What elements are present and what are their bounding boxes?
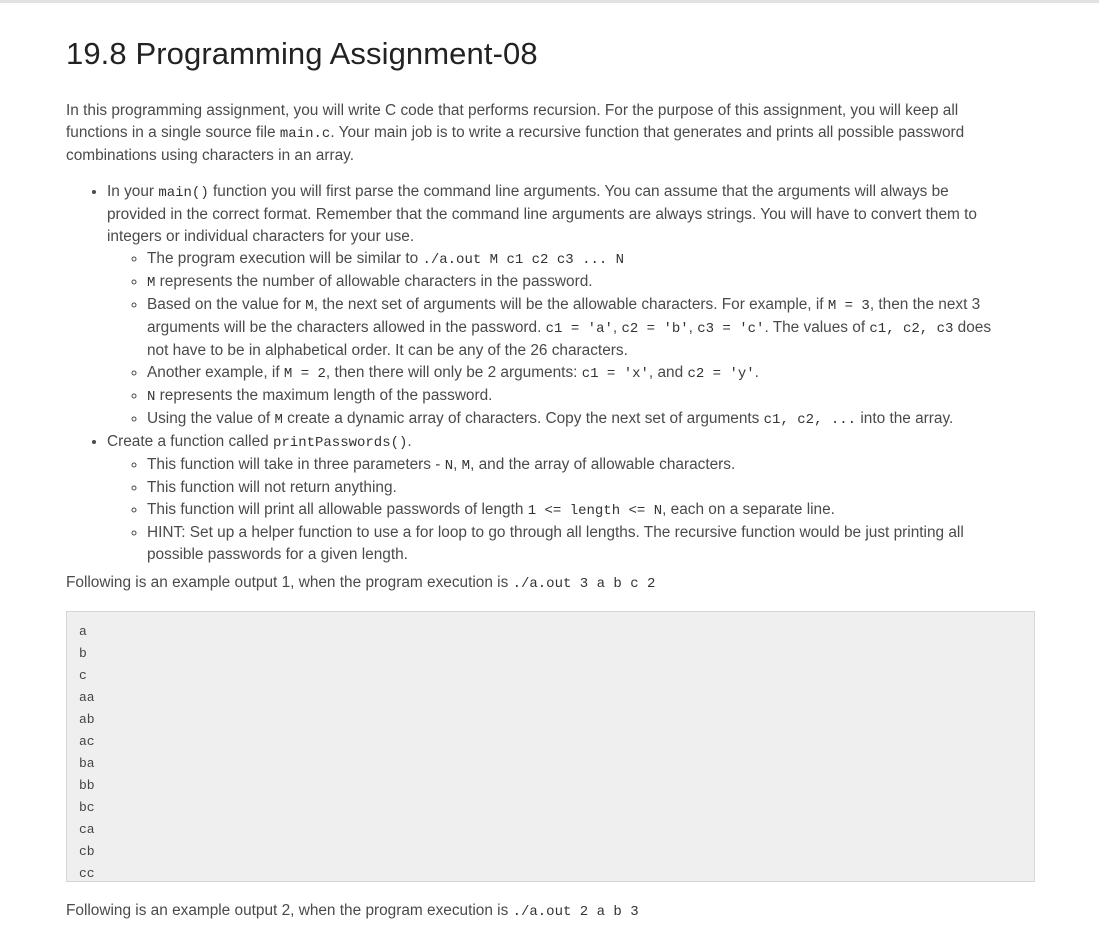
output-line: c xyxy=(79,668,87,683)
main-sub-n xyxy=(147,385,1012,408)
main-sub-execution xyxy=(147,248,1012,271)
example-1-caption xyxy=(66,572,655,595)
b2s1-t3: , and the array of allowable characters. xyxy=(470,456,736,473)
b2s3-t1: This function will print all allowable passwords of length xyxy=(147,501,528,518)
example-2-caption xyxy=(66,900,639,923)
b1s1-code: ./a.out M c1 c2 c3 ... N xyxy=(422,252,625,268)
b2-text-2: . xyxy=(407,433,412,450)
ex1-code: ./a.out 3 a b c 2 xyxy=(512,576,656,592)
page-title: 19.8 Programming Assignment-08 xyxy=(66,36,538,71)
ex2-code: ./a.out 2 a b 3 xyxy=(512,904,639,920)
b1-text-2: function you will first parse the command line arguments. You can assume that the arguments will always be provided in the correct format. Remember that the command line arguments are always strings. You will have to convert them to integers or individual characters for your use. xyxy=(107,183,977,245)
pp-sub-return xyxy=(147,477,1012,499)
b1s3-c1: M xyxy=(305,298,314,314)
intro-text-1: In this programming assignment, you will write C code that performs recursion. For the purpose of this assignment, you will keep all functions in a single source file xyxy=(66,102,959,141)
main-sublist xyxy=(107,248,1012,431)
b1-text-1: In your xyxy=(107,183,159,200)
b1s1-text: The program execution will be similar to xyxy=(147,250,423,267)
main-sub-characters xyxy=(147,294,1012,362)
b2s1-c2: M xyxy=(461,458,471,474)
output-line: bb xyxy=(79,778,95,793)
output-line: ac xyxy=(79,734,95,749)
ex1-text: Following is an example output 1, when the program execution is xyxy=(66,574,513,591)
b2-code-1: printPasswords() xyxy=(272,435,408,451)
b2s1-t2: , xyxy=(453,456,462,473)
intro-paragraph xyxy=(66,100,1001,167)
b1s5-text: represents the maximum length of the password. xyxy=(155,387,493,404)
b1s6-t1: Using the value of xyxy=(147,410,275,427)
b1s4-t3: , and xyxy=(648,364,688,381)
intro-code-1: main.c xyxy=(279,126,331,142)
b1s4-t2: , then there will only be 2 arguments: xyxy=(325,364,582,381)
requirement-main xyxy=(107,181,1012,431)
b1s3-c4: c2 = 'b' xyxy=(621,321,689,337)
requirements-list xyxy=(66,181,1012,566)
b2s1-t1: This function will take in three parameters - xyxy=(147,456,445,473)
b1s5-code: N xyxy=(147,389,156,405)
b2s1-c1: N xyxy=(444,458,454,474)
b1s4-c1: M = 2 xyxy=(283,366,326,382)
b1s3-t7: does not have to be in alphabetical order. It can be any of the 26 characters. xyxy=(147,319,992,359)
b1s3-t1: Based on the value for xyxy=(147,296,306,313)
main-sub-array xyxy=(147,408,1012,431)
output-line: ab xyxy=(79,712,95,727)
pp-sub-print xyxy=(147,499,1012,522)
print-passwords-sublist xyxy=(107,454,1012,566)
output-line: aa xyxy=(79,690,95,705)
main-sub-m xyxy=(147,271,1012,294)
output-line: cc xyxy=(79,866,95,881)
b2s2-t1: This function will not return anything. xyxy=(147,479,397,496)
ex2-text: Following is an example output 2, when the program execution is xyxy=(66,902,513,919)
output-line: a xyxy=(79,624,87,639)
b1s3-c2: M = 3 xyxy=(827,298,870,314)
b1s4-t1: Another example, if xyxy=(147,364,284,381)
output-line: ba xyxy=(79,756,95,771)
requirement-print-passwords xyxy=(107,431,1012,566)
b1s6-t3: into the array. xyxy=(856,410,954,427)
b1-code-1: main() xyxy=(158,185,209,201)
output-line: ca xyxy=(79,822,95,837)
b1s3-t6: . The values of xyxy=(764,319,870,336)
b1s3-t2: , the next set of arguments will be the allowable characters. For example, if xyxy=(313,296,828,313)
b1s3-c3: c1 = 'a' xyxy=(545,321,613,337)
b2s4-t1: HINT: Set up a helper function to use a for loop to go through all lengths. The recursive function would be just printing all possible passwords for a given length. xyxy=(147,524,964,563)
top-border xyxy=(0,0,1099,3)
main-sub-example xyxy=(147,362,1012,385)
output-line: b xyxy=(79,646,87,661)
b1s4-c3: c2 = 'y' xyxy=(687,366,755,382)
b2s3-c1: 1 <= length <= N xyxy=(527,503,663,519)
b2-text-1: Create a function called xyxy=(107,433,273,450)
b1s6-c1: M xyxy=(274,412,283,428)
b1s2-text: represents the number of allowable characters in the password. xyxy=(155,273,593,290)
output-line: bc xyxy=(79,800,95,815)
b1s3-c6: c1, c2, c3 xyxy=(869,321,954,337)
b1s3-c5: c3 = 'c' xyxy=(697,321,765,337)
b1s3-t4: , xyxy=(612,319,622,336)
b1s4-c2: c1 = 'x' xyxy=(581,366,649,382)
b1s6-t2: create a dynamic array of characters. Copy the next set of arguments xyxy=(282,410,764,427)
output-line: cb xyxy=(79,844,95,859)
b1s2-code: M xyxy=(147,275,156,291)
pp-sub-hint xyxy=(147,522,1012,566)
b1s3-t3: , then the next 3 arguments will be the characters allowed in the password. xyxy=(147,296,981,336)
b1s3-t5: , xyxy=(688,319,698,336)
b1s6-c2: c1, c2, ... xyxy=(763,412,857,428)
b2s3-t2: , each on a separate line. xyxy=(662,501,835,518)
intro-text-2: . Your main job is to write a recursive function that generates and prints all possible password combinations using characters in an array. xyxy=(66,124,965,164)
example-output-block xyxy=(66,611,1035,882)
pp-sub-params xyxy=(147,454,1012,477)
b1s4-t4: . xyxy=(754,364,759,381)
